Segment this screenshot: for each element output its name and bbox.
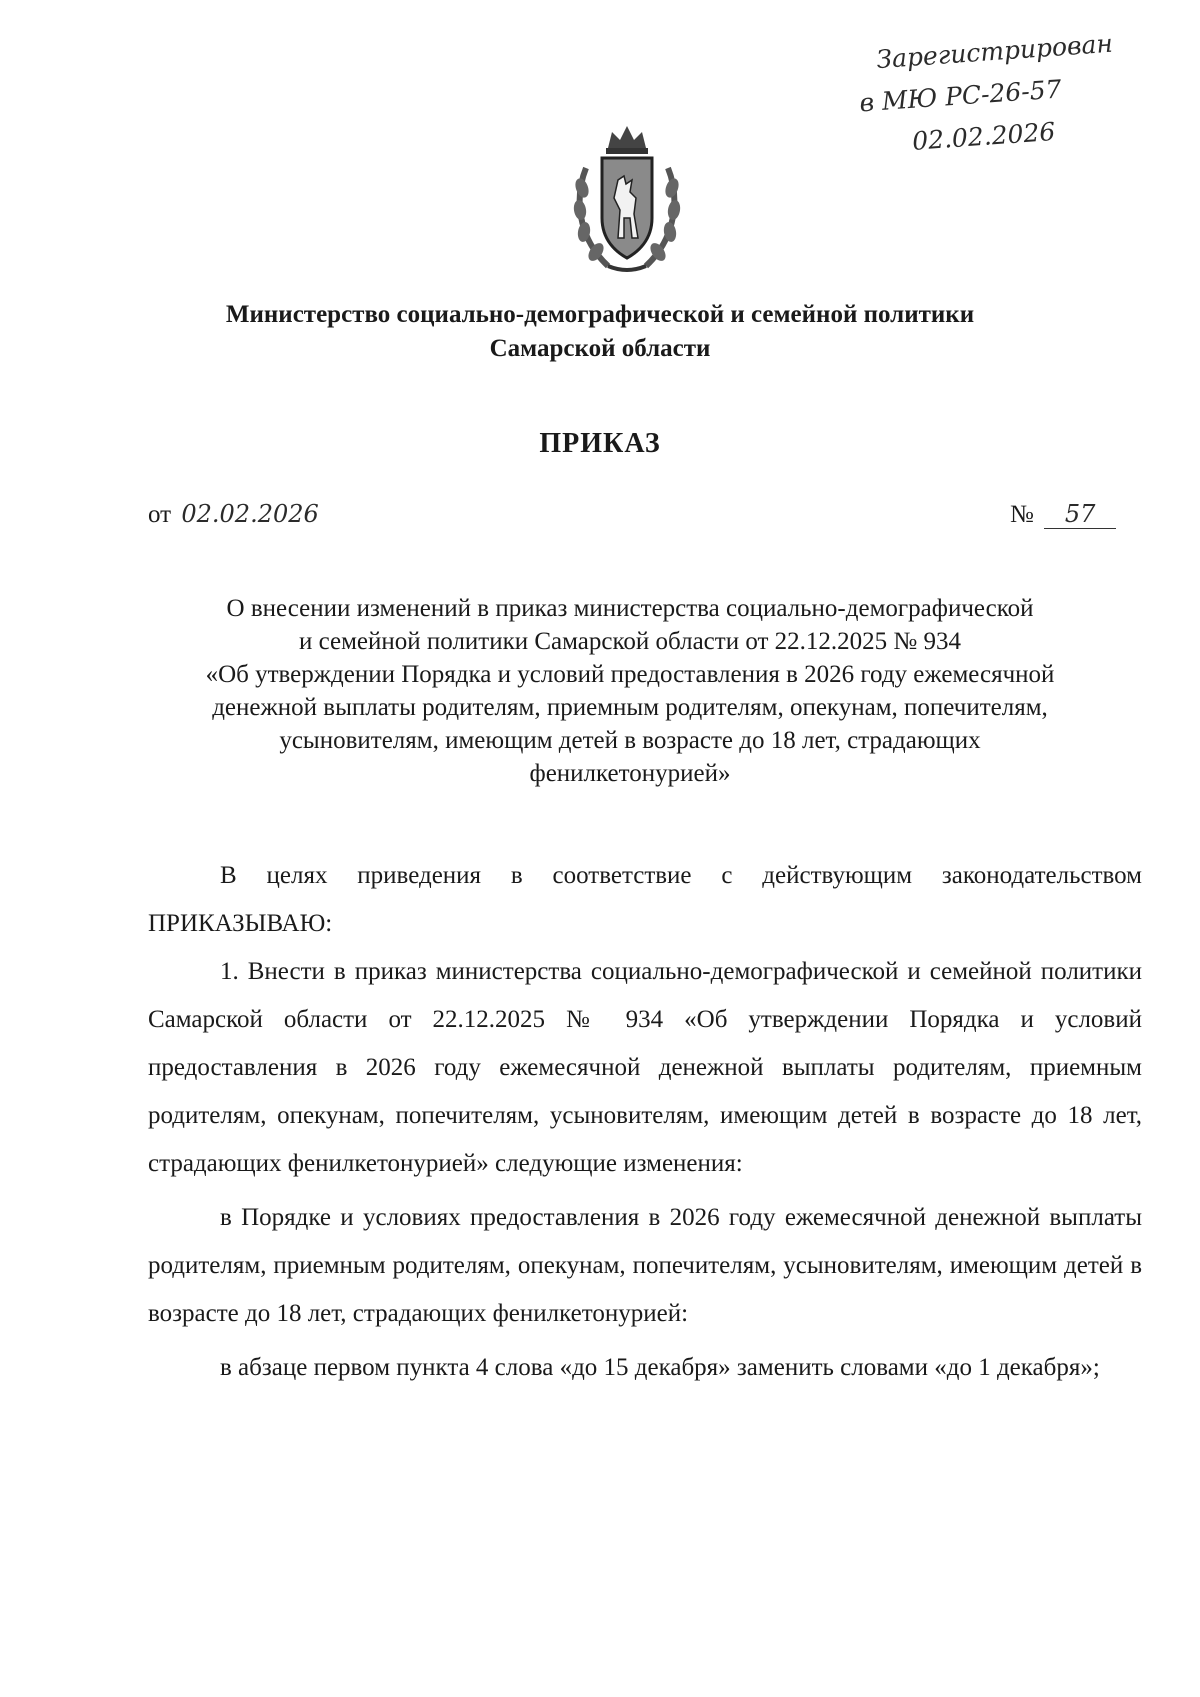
date-value-handwritten: 02.02.2026	[181, 500, 319, 528]
order-body	[148, 852, 1142, 1392]
coat-of-arms-icon	[568, 118, 686, 278]
subject-line: «Об утверждении Порядка и условий предоставления в 2026 году ежемесячной	[205, 661, 1055, 688]
registration-stamp-handwritten	[855, 20, 1165, 191]
ministry-name-line2: Самарской области	[489, 335, 711, 362]
subject-line: фенилкетонурией»	[529, 760, 731, 787]
order-title: ПРИКАЗ	[539, 428, 661, 459]
registration-note-line1: Зарегистрирован	[875, 28, 1114, 75]
registration-note-line2: в МЮ РС-26-57	[858, 74, 1063, 118]
subject-line: и семейной политики Самарской области от 22.12.2025 № 934	[298, 628, 962, 655]
order-word: ПРИКАЗЫВАЮ:	[148, 910, 333, 937]
number-prefix: №	[1010, 501, 1034, 528]
item-1-paragraph: 1. Внести в приказ министерства социально-демографической и семейной политики Самарской области от 22.12.2025 № 934 «Об утверждении Порядка и условий предоставления в 2026 году ежемесячной денежной выплаты родителям, приемным родителям, опекунам, попечителям, усыновителям, имеющим детей в возрасте до 18 лет, страдающих фенилкетонурией» следующие изменения:	[148, 958, 1142, 1177]
subject-line: усыновителям, имеющим детей в возрасте до 18 лет, страдающих	[279, 727, 981, 754]
order-subject	[150, 592, 1110, 790]
number-value-handwritten: 57	[1044, 500, 1116, 529]
ministry-name	[100, 298, 1100, 366]
date-prefix: от	[148, 501, 172, 528]
order-date	[148, 500, 319, 529]
subject-line: денежной выплаты родителям, приемным родителям, опекунам, попечителям,	[212, 694, 1048, 721]
subject-line: О внесении изменений в приказ министерства социально-демографической	[226, 595, 1034, 622]
intro-paragraph: В целях приведения в соответствие с действующим законодательством	[220, 862, 1142, 889]
registration-note-line3: 02.02.2026	[911, 116, 1057, 156]
order-number	[1010, 500, 1116, 529]
amendment-detail-paragraph: в абзаце первом пункта 4 слова «до 15 декабря» заменить словами «до 1 декабря»;	[220, 1354, 1100, 1381]
ministry-name-line1: Министерство социально-демографической и семейной политики	[225, 301, 975, 328]
amendment-paragraph: в Порядке и условиях предоставления в 2026 году ежемесячной денежной выплаты родителям, приемным родителям, опекунам, попечителям, усыновителям, имеющим детей в возрасте до 18 лет, страдающих фенилкетонурией:	[148, 1204, 1142, 1327]
